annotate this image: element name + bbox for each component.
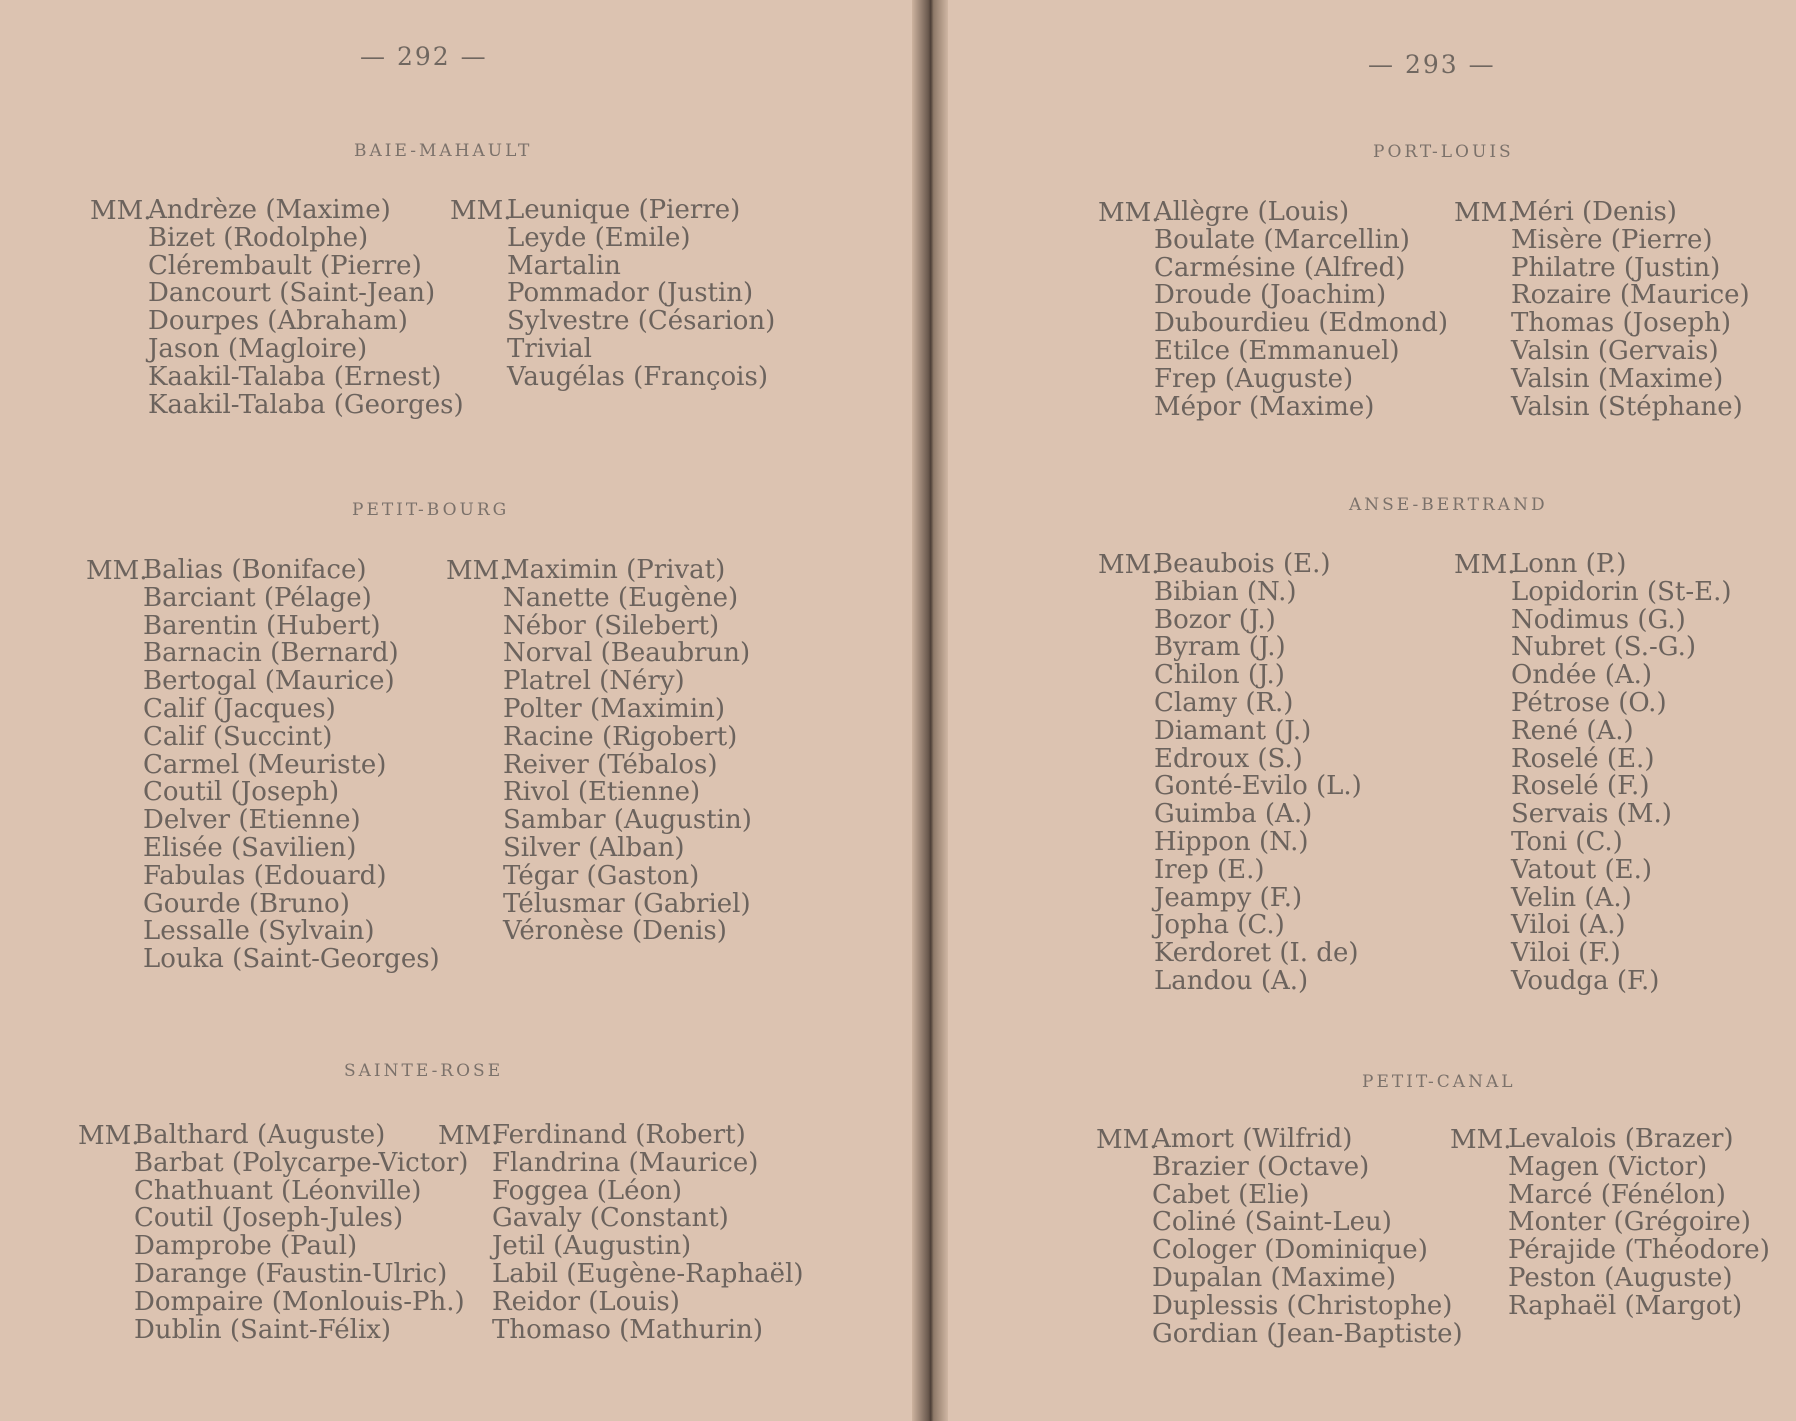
- list-item: Sambar (Augustin): [503, 805, 752, 836]
- list-item: Louka (Saint-Georges): [143, 944, 440, 975]
- list-item: Voudga (F.): [1511, 965, 1660, 996]
- list-item: Edroux (S.): [1154, 743, 1303, 774]
- list-item: Maximin (Privat): [503, 555, 726, 585]
- list-item: Viloi (A.): [1511, 910, 1626, 941]
- list-item: Martalin: [507, 250, 621, 281]
- list-item: Chilon (J.): [1154, 660, 1285, 691]
- name-list-col2: [507, 197, 775, 392]
- list-item: Kerdoret (I. de): [1154, 938, 1359, 969]
- list-item: Marcé (Fénélon): [1508, 1179, 1726, 1210]
- list-item: Jopha (C.): [1154, 910, 1285, 941]
- mm-prefix: MM.: [1454, 198, 1516, 228]
- list-item: Barnacin (Bernard): [143, 638, 399, 669]
- list-item: Racine (Rigobert): [503, 721, 738, 752]
- list-item: Beaubois (E.): [1154, 549, 1331, 579]
- list-item: Roselé (E.): [1511, 743, 1655, 774]
- list-item: Valsin (Stéphane): [1511, 391, 1743, 422]
- list-item: Norval (Beaubrun): [503, 638, 751, 669]
- list-item: Darange (Faustin-Ulric): [134, 1258, 448, 1289]
- list-item: Philatre (Justin): [1511, 252, 1721, 283]
- list-item: Jetil (Augustin): [492, 1231, 692, 1262]
- list-item: Levalois (Brazer): [1508, 1124, 1734, 1154]
- mm-prefix: MM.: [1098, 198, 1160, 228]
- list-item: Guimba (A.): [1154, 799, 1313, 830]
- list-item: Gordian (Jean-Baptiste): [1152, 1318, 1463, 1349]
- list-item: Dourpes (Abraham): [148, 306, 408, 337]
- list-item: Bozor (J.): [1154, 604, 1276, 635]
- mm-prefix: MM.: [78, 1121, 140, 1151]
- list-item: Bertogal (Maurice): [143, 666, 395, 697]
- list-item: René (A.): [1511, 715, 1634, 746]
- list-item: Hippon (N.): [1154, 826, 1309, 857]
- list-item: Gavaly (Constant): [492, 1203, 729, 1234]
- list-item: Andrèze (Maxime): [148, 195, 391, 225]
- list-item: Servais (M.): [1511, 799, 1672, 830]
- list-item: Coliné (Saint-Leu): [1152, 1207, 1392, 1238]
- list-item: Pommador (Justin): [507, 278, 754, 309]
- list-item: Vatout (E.): [1511, 854, 1652, 885]
- list-item: Brazier (Octave): [1152, 1151, 1370, 1182]
- section-title-port-louis: PORT-LOUIS: [1373, 142, 1514, 162]
- mm-prefix: MM.: [1450, 1125, 1512, 1155]
- list-item: Byram (J.): [1154, 632, 1286, 663]
- list-item: Lopidorin (St-E.): [1511, 576, 1732, 607]
- list-item: Amort (Wilfrid): [1152, 1124, 1353, 1154]
- list-item: Rozaire (Maurice): [1511, 280, 1750, 311]
- list-item: Télusmar (Gabriel): [503, 888, 751, 919]
- list-item: Labil (Eugène-Raphaël): [492, 1258, 804, 1289]
- list-item: Diamant (J.): [1154, 715, 1312, 746]
- list-item: Pétrose (O.): [1511, 687, 1667, 718]
- list-item: Clérembault (Pierre): [148, 250, 422, 281]
- list-item: Roselé (F.): [1511, 771, 1650, 802]
- list-item: Foggea (Léon): [492, 1175, 683, 1206]
- mm-prefix: MM.: [1454, 550, 1516, 580]
- section-title-baie-mahault: BAIE-MAHAULT: [354, 141, 533, 161]
- list-item: Jeampy (F.): [1154, 882, 1303, 913]
- list-item: Nébor (Silebert): [503, 610, 720, 641]
- list-item: Landou (A.): [1154, 965, 1309, 996]
- list-item: Monter (Grégoire): [1508, 1207, 1751, 1238]
- mm-prefix: MM.: [438, 1121, 500, 1151]
- list-item: Gourde (Bruno): [143, 888, 350, 919]
- mm-prefix: MM.: [90, 196, 152, 226]
- list-item: Gonté-Evilo (L.): [1154, 771, 1362, 802]
- list-item: Dupalan (Maxime): [1152, 1262, 1396, 1293]
- list-item: Etilce (Emmanuel): [1154, 335, 1400, 366]
- name-list-col1: [1154, 551, 1362, 996]
- list-item: Chathuant (Léonville): [134, 1175, 422, 1206]
- list-item: Tégar (Gaston): [503, 860, 700, 891]
- list-item: Frep (Auguste): [1154, 363, 1354, 394]
- page-number-right: — 293 —: [1368, 50, 1496, 79]
- list-item: Calif (Jacques): [143, 693, 336, 724]
- list-item: Balthard (Auguste): [134, 1120, 386, 1150]
- list-item: Elisée (Savilien): [143, 832, 357, 863]
- list-item: Duplessis (Christophe): [1152, 1290, 1453, 1321]
- section-title-sainte-rose: SAINTE-ROSE: [344, 1061, 504, 1081]
- list-item: Véronèse (Denis): [503, 916, 727, 947]
- list-item: Irep (E.): [1154, 854, 1265, 885]
- list-item: Viloi (F.): [1511, 938, 1621, 969]
- mm-prefix: MM.: [1096, 1125, 1158, 1155]
- list-item: Dancourt (Saint-Jean): [148, 278, 436, 309]
- list-item: Coutil (Joseph-Jules): [134, 1203, 404, 1234]
- list-item: Coutil (Joseph): [143, 777, 340, 808]
- list-item: Thomaso (Mathurin): [492, 1314, 763, 1345]
- list-item: Flandrina (Maurice): [492, 1147, 759, 1178]
- mm-prefix: MM.: [1098, 550, 1160, 580]
- mm-prefix: MM.: [86, 556, 148, 586]
- list-item: Jason (Magloire): [148, 333, 368, 364]
- list-item: Rivol (Etienne): [503, 777, 701, 808]
- list-item: Sylvestre (Césarion): [507, 306, 776, 337]
- name-list-col2: [1511, 199, 1750, 421]
- list-item: Bibian (N.): [1154, 576, 1297, 607]
- list-item: Damprobe (Paul): [134, 1231, 358, 1262]
- mm-prefix: MM.: [450, 196, 512, 226]
- list-item: Carmel (Meuriste): [143, 749, 387, 780]
- list-item: Fabulas (Edouard): [143, 860, 387, 891]
- list-item: Calif (Succint): [143, 721, 333, 752]
- list-item: Thomas (Joseph): [1511, 308, 1731, 339]
- list-item: Ferdinand (Robert): [492, 1120, 746, 1150]
- list-item: Boulate (Marcellin): [1154, 224, 1410, 255]
- list-item: Silver (Alban): [503, 832, 685, 863]
- list-item: Barciant (Pélage): [143, 582, 372, 613]
- list-item: Nanette (Eugène): [503, 582, 739, 613]
- list-item: Lonn (P.): [1511, 549, 1627, 579]
- list-item: Bizet (Rodolphe): [148, 222, 369, 253]
- list-item: Delver (Etienne): [143, 805, 361, 836]
- list-item: Peston (Auguste): [1508, 1262, 1733, 1293]
- list-item: Leunique (Pierre): [507, 195, 741, 225]
- name-list-col2: [1511, 551, 1732, 996]
- list-item: Toni (C.): [1511, 826, 1623, 857]
- list-item: Dompaire (Monlouis-Ph.): [134, 1286, 465, 1317]
- list-item: Kaakil-Talaba (Georges): [148, 389, 464, 420]
- name-list-col2: [1508, 1126, 1770, 1321]
- list-item: Clamy (R.): [1154, 687, 1294, 718]
- section-title-petit-canal: PETIT-CANAL: [1362, 1072, 1516, 1092]
- list-item: Leyde (Emile): [507, 222, 691, 253]
- list-item: Trivial: [507, 333, 592, 364]
- list-item: Misère (Pierre): [1511, 224, 1713, 255]
- list-item: Carmésine (Alfred): [1154, 252, 1406, 283]
- list-item: Reidor (Louis): [492, 1286, 680, 1317]
- name-list-col1: [1152, 1126, 1463, 1348]
- mm-prefix: MM.: [446, 556, 508, 586]
- list-item: Mépor (Maxime): [1154, 391, 1375, 422]
- list-item: Kaakil-Talaba (Ernest): [148, 361, 442, 392]
- name-list-col1: [134, 1122, 468, 1344]
- section-title-anse-bertrand: ANSE-BERTRAND: [1349, 495, 1548, 515]
- list-item: Balias (Boniface): [143, 555, 367, 585]
- list-item: Allègre (Louis): [1154, 197, 1350, 227]
- list-item: Ondée (A.): [1511, 660, 1653, 691]
- list-item: Dublin (Saint-Félix): [134, 1314, 392, 1345]
- list-item: Valsin (Gervais): [1511, 335, 1719, 366]
- list-item: Reiver (Tébalos): [503, 749, 718, 780]
- name-list-col1: [143, 557, 440, 974]
- list-item: Cologer (Dominique): [1152, 1235, 1428, 1266]
- list-item: Velin (A.): [1511, 882, 1632, 913]
- list-item: Barentin (Hubert): [143, 610, 381, 641]
- list-item: Vaugélas (François): [507, 361, 768, 392]
- list-item: Polter (Maximin): [503, 693, 726, 724]
- list-item: Platrel (Néry): [503, 666, 685, 697]
- book-gutter: [912, 0, 948, 1421]
- list-item: Méri (Denis): [1511, 197, 1677, 227]
- name-list-col1: [1154, 199, 1448, 421]
- list-item: Dubourdieu (Edmond): [1154, 308, 1449, 339]
- section-title-petit-bourg: PETIT-BOURG: [352, 500, 510, 520]
- list-item: Droude (Joachim): [1154, 280, 1387, 311]
- list-item: Magen (Victor): [1508, 1151, 1708, 1182]
- list-item: Nubret (S.-G.): [1511, 632, 1696, 663]
- list-item: Nodimus (G.): [1511, 604, 1686, 635]
- name-list-col2: [492, 1122, 804, 1344]
- name-list-col2: [503, 557, 752, 946]
- page-number-left: — 292 —: [360, 42, 488, 71]
- list-item: Pérajide (Théodore): [1508, 1235, 1770, 1266]
- list-item: Barbat (Polycarpe-Victor): [134, 1147, 469, 1178]
- list-item: Lessalle (Sylvain): [143, 916, 375, 947]
- list-item: Cabet (Elie): [1152, 1179, 1310, 1210]
- list-item: Raphaël (Margot): [1508, 1290, 1743, 1321]
- name-list-col1: [148, 197, 464, 419]
- list-item: Valsin (Maxime): [1511, 363, 1724, 394]
